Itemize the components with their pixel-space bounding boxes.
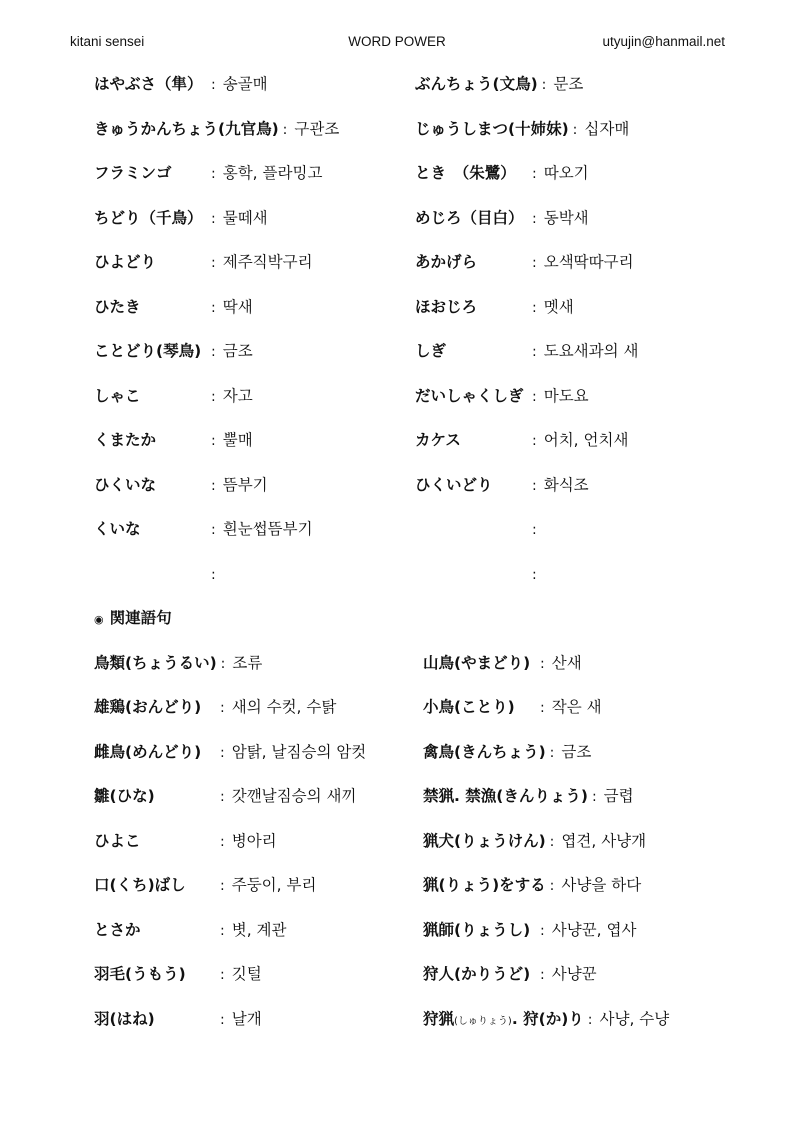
korean-meaning: 딱새 bbox=[222, 297, 253, 316]
japanese-term: ことどり(琴鳥) bbox=[94, 342, 202, 360]
phrase-row bbox=[0, 774, 794, 819]
japanese-term: とさか bbox=[94, 920, 141, 939]
author-email: utyujin@hanmail.net bbox=[602, 34, 725, 49]
vocab-entry-left bbox=[94, 196, 268, 241]
japanese-term: 小鳥(ことり) bbox=[423, 698, 515, 716]
circle-bullet-icon: ◉ bbox=[94, 613, 104, 626]
korean-meaning: 금조 bbox=[561, 742, 592, 761]
japanese-term: 猟犬(りょうけん) bbox=[423, 831, 546, 850]
korean-meaning: 산새 bbox=[551, 653, 582, 672]
separator: : bbox=[532, 344, 537, 360]
separator: : bbox=[532, 210, 537, 227]
japanese-term: 猟(りょう)をする bbox=[423, 876, 546, 894]
korean-meaning: 사냥꾼 bbox=[551, 965, 597, 983]
korean-meaning: 주둥이, 부리 bbox=[231, 876, 317, 894]
vocab-row bbox=[0, 196, 794, 241]
separator: : bbox=[532, 433, 537, 449]
japanese-term: 雛(ひな) bbox=[94, 787, 155, 805]
korean-meaning: 새의 수컷, 수탉 bbox=[231, 698, 337, 716]
phrase-row bbox=[0, 685, 794, 730]
separator: : bbox=[211, 210, 216, 227]
phrase-entry-left bbox=[94, 641, 262, 686]
phrase-row bbox=[0, 730, 794, 775]
vocab-entry-right bbox=[415, 418, 628, 463]
separator: : bbox=[220, 789, 225, 805]
phrase-entry-left bbox=[94, 730, 366, 775]
separator: : bbox=[540, 655, 545, 672]
phrase-entry-left bbox=[94, 774, 356, 819]
separator: : bbox=[532, 388, 537, 405]
separator: : bbox=[220, 878, 225, 894]
korean-meaning: 날개 bbox=[231, 1009, 262, 1028]
vocab-row bbox=[0, 62, 794, 107]
korean-meaning: 갓깬날짐승의 새끼 bbox=[231, 787, 357, 805]
korean-meaning: 자고 bbox=[222, 386, 253, 405]
separator: : bbox=[211, 477, 216, 494]
vocab-entry-right bbox=[415, 62, 583, 107]
vocab-row bbox=[0, 418, 794, 463]
vocab-row bbox=[0, 151, 794, 196]
vocab-entry-right bbox=[415, 285, 574, 330]
separator: : bbox=[220, 744, 225, 761]
korean-meaning: 어치, 언치새 bbox=[543, 431, 629, 449]
separator: : bbox=[532, 166, 537, 182]
separator: : bbox=[532, 477, 537, 494]
vocab-entry-right-blank bbox=[415, 552, 544, 597]
japanese-term: ひたき bbox=[94, 297, 141, 316]
japanese-term: 猟師(りょうし) bbox=[423, 920, 531, 939]
phrase-entry-right bbox=[423, 952, 597, 997]
separator: : bbox=[220, 922, 225, 939]
phrase-entry-right bbox=[423, 908, 636, 953]
vocab-row bbox=[0, 374, 794, 419]
vocab-entry-left bbox=[94, 107, 339, 152]
korean-meaning: 사냥, 수냥 bbox=[599, 1009, 670, 1028]
page-header bbox=[0, 34, 794, 50]
vocab-entry-right bbox=[415, 240, 634, 285]
korean-meaning: 동박새 bbox=[543, 208, 589, 227]
vocab-entry-left bbox=[94, 418, 253, 463]
korean-meaning: 엽견, 사냥개 bbox=[561, 831, 647, 850]
separator: : bbox=[211, 433, 216, 449]
japanese-term-kanji: 狩猟 bbox=[423, 1009, 455, 1028]
japanese-term: 羽(はね) bbox=[94, 1009, 155, 1028]
japanese-term: 口(くち)ばし bbox=[94, 876, 186, 894]
korean-meaning: 뿔매 bbox=[222, 431, 253, 449]
japanese-term: 禽鳥(きんちょう) bbox=[423, 742, 546, 761]
korean-meaning: 홍학, 플라밍고 bbox=[222, 164, 323, 182]
korean-meaning: 도요새과의 새 bbox=[543, 342, 639, 360]
document-title: WORD POWER bbox=[348, 34, 446, 49]
vocab-entry-left bbox=[94, 374, 253, 419]
japanese-term: はやぶさ（隼） bbox=[94, 75, 203, 93]
separator: : bbox=[591, 789, 597, 805]
japanese-term: ちどり（千鳥） bbox=[94, 208, 203, 227]
korean-meaning: 병아리 bbox=[231, 831, 277, 850]
phrase-entry-left bbox=[94, 685, 336, 730]
korean-meaning: 화식조 bbox=[543, 475, 589, 494]
japanese-term: じゅうしまつ(十姉妹) bbox=[415, 119, 569, 138]
separator: : bbox=[282, 121, 288, 138]
japanese-term: ひよこ bbox=[94, 831, 141, 850]
vocab-entry-left bbox=[94, 151, 322, 196]
separator: : bbox=[211, 166, 216, 182]
vocab-entry-right bbox=[415, 196, 589, 241]
separator: : bbox=[540, 700, 545, 716]
japanese-term: ひよどり bbox=[94, 253, 157, 271]
korean-meaning: 깃털 bbox=[231, 965, 262, 983]
japanese-term: 羽毛(うもう) bbox=[94, 965, 186, 983]
phrase-row bbox=[0, 819, 794, 864]
vocab-entry-right-blank bbox=[415, 507, 544, 552]
vocab-entry-right bbox=[415, 463, 589, 508]
japanese-term: 雄鶏(おんどり) bbox=[94, 698, 202, 716]
japanese-term: あかげら bbox=[415, 253, 478, 271]
separator: : bbox=[532, 522, 537, 538]
korean-meaning: 구관조 bbox=[294, 119, 340, 138]
vocab-entry-left bbox=[94, 240, 313, 285]
separator: : bbox=[211, 77, 216, 93]
japanese-term: 雌鳥(めんどり) bbox=[94, 742, 202, 761]
vocab-entry-right bbox=[415, 374, 589, 419]
vocab-entry-right bbox=[415, 329, 638, 374]
separator: : bbox=[211, 522, 216, 538]
korean-meaning: 제주직박구리 bbox=[222, 253, 313, 271]
vocab-row bbox=[0, 463, 794, 508]
phrase-entry-right bbox=[423, 641, 582, 686]
korean-meaning: 송골매 bbox=[222, 75, 268, 93]
vocabulary-content bbox=[0, 62, 794, 1041]
korean-meaning: 문조 bbox=[553, 75, 584, 93]
phrase-entry-right bbox=[423, 730, 591, 775]
japanese-term: だいしゃくしぎ bbox=[415, 386, 524, 405]
korean-meaning: 금렵 bbox=[603, 787, 634, 805]
separator: : bbox=[211, 388, 216, 405]
korean-meaning: 물떼새 bbox=[222, 208, 268, 227]
korean-meaning: 금조 bbox=[222, 342, 253, 360]
japanese-term bbox=[423, 997, 584, 1045]
japanese-term: しぎ bbox=[415, 342, 447, 360]
phrase-row bbox=[0, 952, 794, 997]
vocab-row bbox=[0, 285, 794, 330]
japanese-term: 禁猟. 禁漁(きんりょう) bbox=[423, 787, 588, 805]
phrase-row bbox=[0, 908, 794, 953]
korean-meaning: 십자매 bbox=[584, 119, 630, 138]
korean-meaning: 흰눈썹뜸부기 bbox=[222, 520, 313, 538]
japanese-term: くいな bbox=[94, 520, 141, 538]
section-heading bbox=[94, 596, 172, 641]
separator: : bbox=[220, 1011, 225, 1028]
korean-meaning: 작은 새 bbox=[551, 698, 602, 716]
section-title: 関連語句 bbox=[109, 609, 172, 627]
separator: : bbox=[220, 700, 225, 716]
separator: : bbox=[211, 299, 216, 316]
korean-meaning: 볏, 계관 bbox=[231, 920, 287, 939]
korean-meaning: 멧새 bbox=[543, 297, 574, 316]
vocab-entry-right bbox=[415, 107, 629, 152]
vocab-entry-left bbox=[94, 62, 268, 107]
vocab-row bbox=[0, 507, 794, 552]
separator: : bbox=[532, 299, 537, 316]
phrase-entry-right bbox=[423, 774, 634, 819]
japanese-term-reading: (しゅりょう) bbox=[454, 1015, 512, 1027]
japanese-term: カケス bbox=[415, 431, 461, 449]
vocab-entry-left-blank bbox=[94, 552, 223, 597]
separator: : bbox=[220, 967, 225, 983]
vocab-row-blank bbox=[0, 552, 794, 597]
korean-meaning: 조류 bbox=[232, 653, 263, 672]
vocab-entry-left bbox=[94, 285, 253, 330]
separator: : bbox=[220, 655, 226, 672]
separator: : bbox=[540, 922, 545, 939]
separator: : bbox=[572, 121, 578, 138]
vocab-entry-left bbox=[94, 507, 313, 552]
separator: : bbox=[587, 1011, 593, 1028]
vocab-row bbox=[0, 329, 794, 374]
separator: : bbox=[549, 744, 555, 761]
japanese-term: きゅうかんちょう(九官鳥) bbox=[94, 119, 279, 138]
korean-meaning: 암탉, 날짐승의 암컷 bbox=[231, 742, 367, 761]
section-heading-row bbox=[0, 596, 794, 641]
separator: : bbox=[211, 344, 216, 360]
japanese-term: 山鳥(やまどり) bbox=[423, 653, 531, 672]
japanese-term: ひくいどり bbox=[415, 475, 493, 494]
phrase-entry-left bbox=[94, 819, 277, 864]
japanese-term: くまたか bbox=[94, 431, 157, 449]
korean-meaning: 오색딱따구리 bbox=[543, 253, 634, 271]
separator: : bbox=[211, 255, 216, 271]
phrase-row bbox=[0, 997, 794, 1042]
phrase-row bbox=[0, 863, 794, 908]
phrase-entry-right bbox=[423, 685, 602, 730]
author-name: kitani sensei bbox=[70, 34, 145, 49]
korean-meaning: 따오기 bbox=[543, 164, 589, 182]
korean-meaning: 마도요 bbox=[543, 386, 589, 405]
phrase-entry-left bbox=[94, 908, 287, 953]
phrase-entry-right bbox=[423, 819, 646, 864]
separator: : bbox=[532, 255, 537, 271]
japanese-term: ひくいな bbox=[94, 475, 157, 494]
vocab-entry-right bbox=[415, 151, 589, 196]
phrase-entry-left bbox=[94, 997, 262, 1042]
separator: : bbox=[540, 967, 545, 983]
phrase-entry-left bbox=[94, 952, 262, 997]
japanese-term: ほおじろ bbox=[415, 297, 478, 316]
japanese-term: 狩人(かりうど) bbox=[423, 965, 531, 983]
vocab-entry-left bbox=[94, 463, 268, 508]
separator: : bbox=[211, 566, 216, 583]
korean-meaning: 뜸부기 bbox=[222, 475, 268, 494]
japanese-term: ぶんちょう(文鳥) bbox=[415, 75, 538, 93]
vocab-row bbox=[0, 240, 794, 285]
separator: : bbox=[549, 833, 555, 850]
japanese-term: フラミンゴ bbox=[94, 164, 172, 182]
japanese-term: めじろ（目白） bbox=[415, 208, 524, 227]
japanese-term: とき （朱鷺） bbox=[415, 164, 516, 182]
phrase-entry-left bbox=[94, 863, 316, 908]
separator: : bbox=[532, 566, 537, 583]
korean-meaning: 사냥꾼, 엽사 bbox=[551, 920, 637, 939]
vocab-row bbox=[0, 107, 794, 152]
phrase-entry-right bbox=[423, 863, 641, 908]
separator: : bbox=[549, 878, 555, 894]
japanese-term: しゃこ bbox=[94, 386, 141, 405]
phrase-row bbox=[0, 641, 794, 686]
separator: : bbox=[220, 833, 225, 850]
japanese-term-suffix: . 狩(か)り bbox=[511, 1009, 584, 1028]
phrase-entry-right bbox=[423, 997, 669, 1042]
vocab-entry-left bbox=[94, 329, 253, 374]
japanese-term: 鳥類(ちょうるい) bbox=[94, 653, 217, 672]
separator: : bbox=[541, 77, 547, 93]
korean-meaning: 사냥을 하다 bbox=[561, 876, 642, 894]
